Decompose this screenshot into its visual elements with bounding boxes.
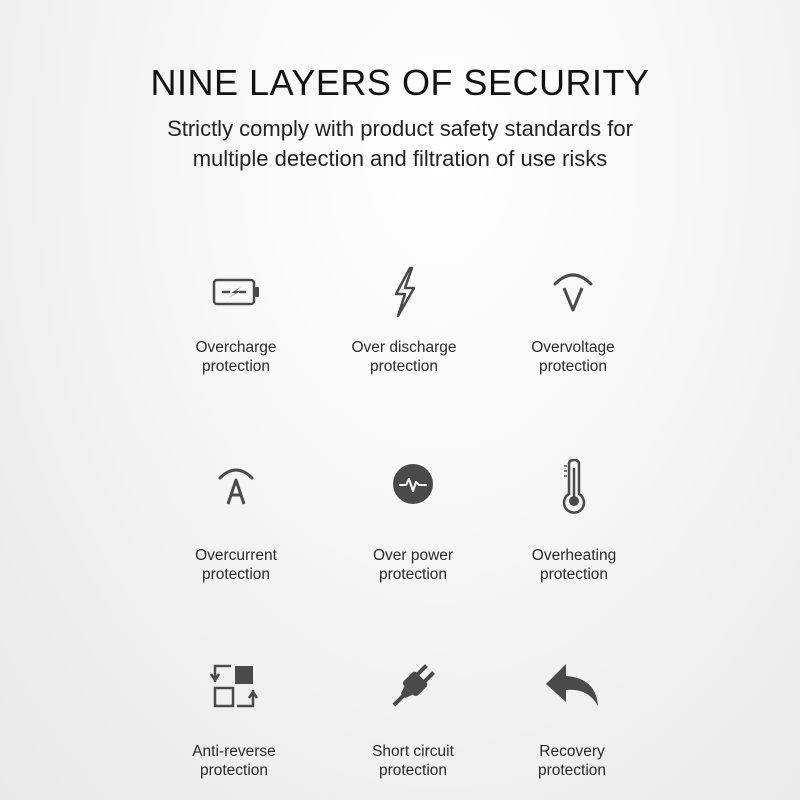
feature-label-line2: protection (369, 358, 439, 375)
feature-label-line1: Over discharge (351, 339, 457, 356)
current-gauge-icon (206, 456, 266, 516)
anti-reverse-icon (204, 656, 264, 716)
feature-label (489, 546, 659, 584)
page-title: NINE LAYERS OF SECURITY (150, 62, 650, 103)
feature-short-circuit (328, 656, 498, 780)
feature-label-line1: Overcurrent (195, 547, 277, 564)
feature-label-line1: Over power (372, 547, 454, 564)
feature-label (149, 742, 319, 780)
feature-label (151, 338, 321, 376)
feature-overcharge (151, 262, 321, 376)
feature-label (328, 546, 498, 584)
feature-label-line2: protection (538, 358, 608, 375)
undo-arrow-icon (542, 656, 602, 716)
thermometer-icon (544, 456, 604, 516)
feature-label-line2: protection (378, 762, 448, 779)
lightning-bolt-icon (374, 262, 434, 322)
feature-over-discharge (319, 262, 489, 376)
subtitle-line-1: Strictly comply with product safety standards for (167, 116, 633, 141)
feature-label-line2: protection (378, 566, 448, 583)
feature-label (319, 338, 489, 376)
feature-over-power (328, 456, 498, 584)
feature-label-line1: Short circuit (372, 743, 454, 760)
feature-label-line1: Overcharge (195, 339, 277, 356)
feature-overvoltage (488, 262, 658, 376)
page-subtitle (0, 114, 800, 174)
feature-label-line2: protection (201, 566, 271, 583)
feature-label-line1: Anti-reverse (192, 743, 276, 760)
feature-label-line2: protection (199, 762, 269, 779)
feature-label-line2: protection (537, 762, 607, 779)
feature-anti-reverse (149, 656, 319, 780)
voltage-gauge-icon (543, 262, 603, 322)
subtitle-line-2: multiple detection and filtration of use risks (192, 146, 608, 171)
pulse-icon (383, 456, 443, 516)
feature-label (151, 546, 321, 584)
feature-label-line1: Overheating (531, 547, 617, 564)
feature-recovery (487, 656, 657, 780)
plug-icon (383, 656, 443, 716)
feature-overcurrent (151, 456, 321, 584)
feature-overheating (489, 456, 659, 584)
feature-label (488, 338, 658, 376)
feature-label-line1: Recovery (539, 743, 605, 760)
feature-label-line1: Overvoltage (531, 339, 615, 356)
feature-label (487, 742, 657, 780)
battery-charge-icon (206, 262, 266, 322)
feature-label-line2: protection (539, 566, 609, 583)
feature-label-line2: protection (201, 358, 271, 375)
feature-label (328, 742, 498, 780)
